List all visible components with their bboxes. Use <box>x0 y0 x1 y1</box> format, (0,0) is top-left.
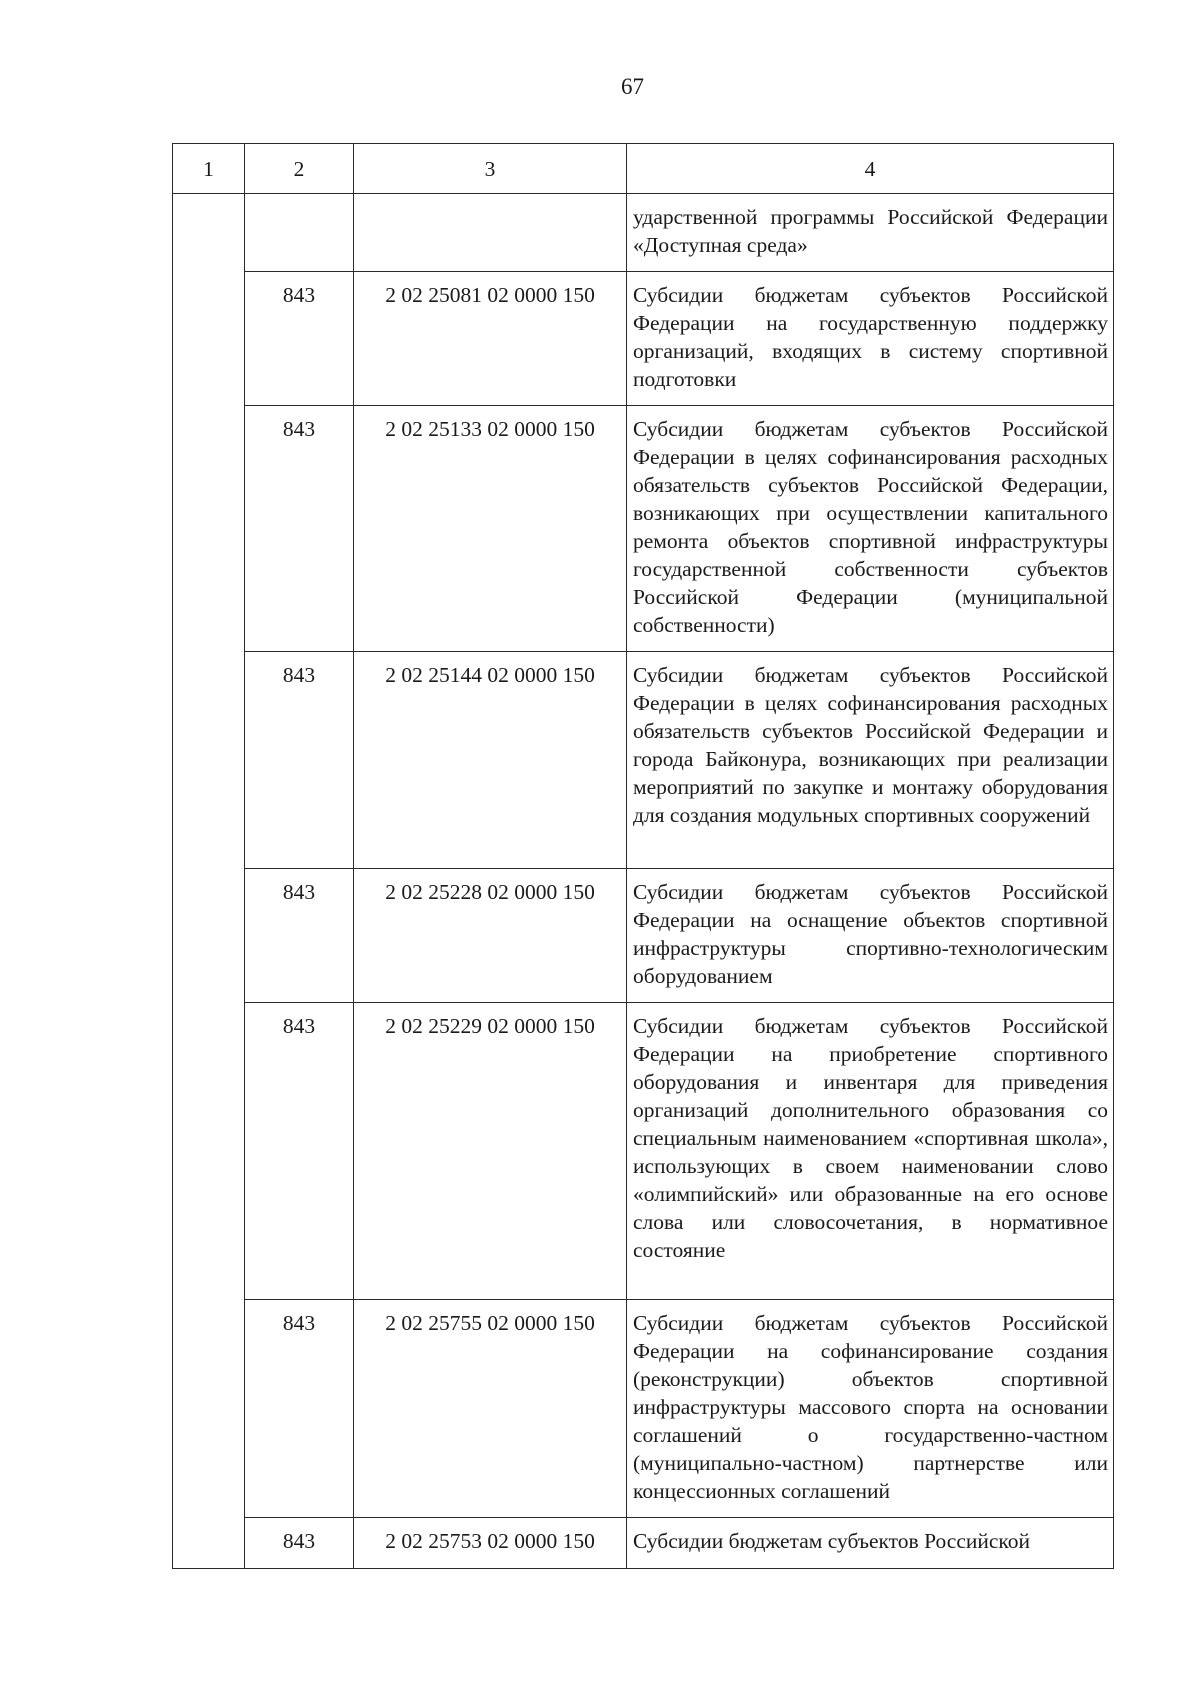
table-row <box>173 869 1114 1003</box>
description-cell: Субсидии бюджетам субъектов Российской Федерации на оснащение объектов спортивной инфраструктуры спортивно-технологическим оборудованием <box>627 869 1114 1003</box>
admin-code-cell: 843 <box>245 869 354 1003</box>
table-row <box>173 194 1114 272</box>
description-cell: ударственной программы Российской Федерации «Доступная среда» <box>627 194 1114 272</box>
column-header-3: 3 <box>354 144 627 194</box>
revenue-code-cell: 2 02 25228 02 0000 150 <box>354 869 627 1003</box>
description-cell: Субсидии бюджетам субъектов Российской Федерации в целях софинансирования расходных обязательств субъектов Российской Федерации и города Байконура, возникающих при реализации мероприятий по закупке и монтажу оборудования для создания модульных спортивных сооружений <box>627 652 1114 869</box>
column-header-4: 4 <box>627 144 1114 194</box>
table-row <box>173 272 1114 406</box>
description-cell: Субсидии бюджетам субъектов Российской Федерации на государственную поддержку организаций, входящих в систему спортивной подготовки <box>627 272 1114 406</box>
page-number: 67 <box>621 74 644 99</box>
column-header-2: 2 <box>245 144 354 194</box>
admin-code-cell <box>245 194 354 272</box>
revenue-code-cell: 2 02 25133 02 0000 150 <box>354 406 627 652</box>
table-row <box>173 406 1114 652</box>
table-row <box>173 652 1114 869</box>
admin-code-cell: 843 <box>245 406 354 652</box>
admin-code-cell: 843 <box>245 1300 354 1518</box>
admin-code-cell: 843 <box>245 272 354 406</box>
table-row <box>173 1518 1114 1569</box>
revenue-code-cell <box>354 194 627 272</box>
table-header-row <box>173 144 1114 194</box>
description-cell: Субсидии бюджетам субъектов Российской <box>627 1518 1114 1569</box>
table-row <box>173 1003 1114 1300</box>
admin-code-cell: 843 <box>245 1003 354 1300</box>
revenue-code-cell: 2 02 25144 02 0000 150 <box>354 652 627 869</box>
description-cell: Субсидии бюджетам субъектов Российской Федерации на приобретение спортивного оборудования и инвентаря для приведения организаций дополнительного образования со специальным наименованием «спортивная школа», использующих в своем наименовании слово «олимпийский» или образованные на его основе слова или словосочетания, в нормативное состояние <box>627 1003 1114 1300</box>
column-header-1: 1 <box>173 144 245 194</box>
revenue-code-cell: 2 02 25081 02 0000 150 <box>354 272 627 406</box>
admin-code-cell: 843 <box>245 1518 354 1569</box>
revenue-code-cell: 2 02 25229 02 0000 150 <box>354 1003 627 1300</box>
revenue-code-cell: 2 02 25755 02 0000 150 <box>354 1300 627 1518</box>
admin-code-cell: 843 <box>245 652 354 869</box>
description-cell: Субсидии бюджетам субъектов Российской Федерации в целях софинансирования расходных обязательств субъектов Российской Федерации, возникающих при осуществлении капитального ремонта объектов спортивной инфраструктуры государственной собственности субъектов Российской Федерации (муниципальной собственности) <box>627 406 1114 652</box>
description-cell: Субсидии бюджетам субъектов Российской Федерации на софинансирование создания (реконструкции) объектов спортивной инфраструктуры массового спорта на основании соглашений о государственно-частном (муниципально-частном) партнерстве или концессионных соглашений <box>627 1300 1114 1518</box>
column-1-merged-cell <box>173 194 245 1569</box>
revenue-code-cell: 2 02 25753 02 0000 150 <box>354 1518 627 1569</box>
revenue-codes-table <box>172 143 1114 1569</box>
table-row <box>173 1300 1114 1518</box>
